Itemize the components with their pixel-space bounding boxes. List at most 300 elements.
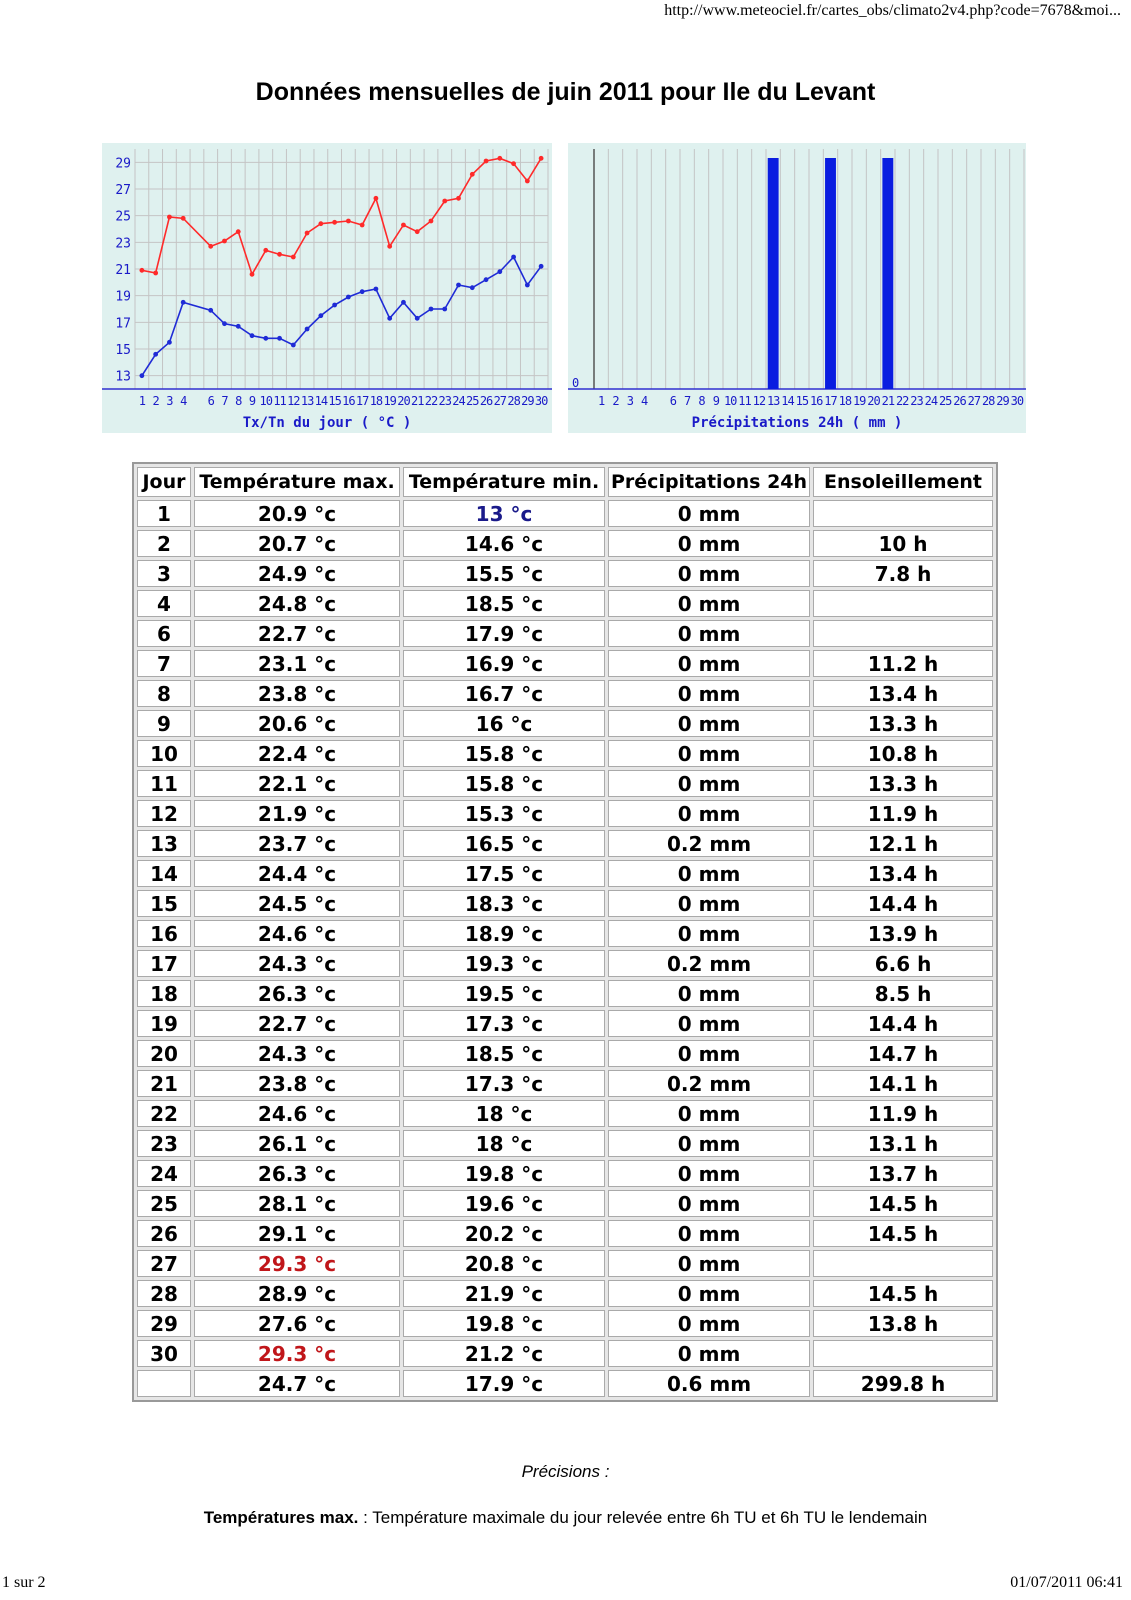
tmin-data-point (167, 340, 172, 345)
cell-jour: 2 (137, 530, 191, 557)
cell-precip: 0.2 mm (608, 830, 810, 857)
x-tick-label: 22 (895, 394, 909, 408)
y-tick-label: 13 (115, 369, 131, 385)
cell-tmin: 15.3 °c (403, 800, 605, 827)
tmin-data-point (346, 295, 351, 300)
cell-precip: 0 mm (608, 1280, 810, 1307)
tmin-data-point (222, 321, 227, 326)
x-tick-label: 27 (967, 394, 981, 408)
x-tick-label: 8 (235, 394, 242, 408)
x-tick-label: 11 (273, 394, 286, 408)
table-row (137, 860, 993, 887)
y-tick-label: 29 (115, 156, 131, 172)
table-row (137, 710, 993, 737)
cell-tmin: 13 °c (403, 500, 605, 527)
cell-jour: 29 (137, 1310, 191, 1337)
cell-tmax: 24.6 °c (194, 920, 400, 947)
x-tick-label: 19 (383, 394, 396, 408)
tmin-data-point (415, 316, 420, 321)
cell-tmax: 24.6 °c (194, 1100, 400, 1127)
x-tick-label: 30 (1010, 394, 1024, 408)
tmax-data-point (539, 156, 544, 161)
tmax-data-point (429, 219, 434, 224)
x-tick-label: 9 (712, 394, 719, 408)
tmax-data-point (525, 179, 530, 184)
summary-cell-tmax: 24.7 °c (194, 1370, 400, 1397)
cell-tmax: 28.1 °c (194, 1190, 400, 1217)
tmin-data-point (236, 324, 241, 329)
cell-jour: 21 (137, 1070, 191, 1097)
cell-sunshine: 14.4 h (813, 1010, 993, 1037)
table-row (137, 1100, 993, 1127)
tmin-data-point (429, 307, 434, 312)
cell-tmin: 17.3 °c (403, 1070, 605, 1097)
cell-jour: 16 (137, 920, 191, 947)
cell-precip: 0 mm (608, 1250, 810, 1277)
cell-tmax: 29.3 °c (194, 1250, 400, 1277)
cell-tmax: 23.8 °c (194, 680, 400, 707)
tmax-data-point (208, 244, 213, 249)
x-tick-label: 10 (723, 394, 737, 408)
table-row (137, 650, 993, 677)
tmax-data-point (222, 239, 227, 244)
table-row (137, 1160, 993, 1187)
x-tick-label: 18 (838, 394, 852, 408)
cell-sunshine: 13.4 h (813, 680, 993, 707)
cell-sunshine: 10 h (813, 530, 993, 557)
cell-tmin: 18.5 °c (403, 590, 605, 617)
x-tick-label: 24 (452, 394, 465, 408)
cell-jour: 27 (137, 1250, 191, 1277)
table-row (137, 1190, 993, 1217)
table-row (137, 1010, 993, 1037)
cell-tmax: 22.7 °c (194, 1010, 400, 1037)
cell-jour: 11 (137, 770, 191, 797)
tmin-data-point (470, 285, 475, 290)
tmin-data-point (250, 333, 255, 338)
y-tick-label: 19 (115, 289, 131, 305)
x-tick-label: 25 (938, 394, 952, 408)
temperature-chart-xlabel: Tx/Tn du jour ( °C ) (242, 415, 412, 431)
x-tick-label: 15 (328, 394, 341, 408)
cell-tmin: 15.5 °c (403, 560, 605, 587)
table-row (137, 1040, 993, 1067)
summary-cell-precip: 0.6 mm (608, 1370, 810, 1397)
cell-tmin: 17.3 °c (403, 1010, 605, 1037)
tmin-data-point (305, 327, 310, 332)
cell-tmax: 24.5 °c (194, 890, 400, 917)
tmax-data-point (497, 156, 502, 161)
cell-tmin: 18 °c (403, 1100, 605, 1127)
cell-precip: 0 mm (608, 1160, 810, 1187)
precipitation-chart-xlabel: Précipitations 24h ( mm ) (691, 415, 903, 431)
definition-text: : Température maximale du jour relevée entre 6h TU et 6h TU le lendemain (358, 1508, 928, 1527)
tmin-data-point (401, 300, 406, 305)
cell-precip: 0 mm (608, 680, 810, 707)
table-row (137, 830, 993, 857)
cell-sunshine: 13.3 h (813, 710, 993, 737)
cell-precip: 0 mm (608, 800, 810, 827)
cell-tmax: 24.3 °c (194, 1040, 400, 1067)
cell-tmax: 28.9 °c (194, 1280, 400, 1307)
definition-term: Températures max. (203, 1508, 359, 1527)
tmin-data-point (208, 308, 213, 313)
x-tick-label: 1 (138, 394, 146, 408)
x-tick-label: 23 (438, 394, 451, 408)
tmax-data-point (401, 223, 406, 228)
cell-tmin: 14.6 °c (403, 530, 605, 557)
x-tick-label: 20 (397, 394, 410, 408)
tmax-data-point (360, 223, 365, 228)
tmax-data-point (305, 231, 310, 236)
cell-tmin: 21.2 °c (403, 1340, 605, 1367)
x-tick-label: 9 (248, 394, 256, 408)
x-tick-label: 14 (314, 394, 328, 408)
cell-precip: 0 mm (608, 980, 810, 1007)
cell-precip: 0 mm (608, 770, 810, 797)
cell-tmin: 15.8 °c (403, 740, 605, 767)
tmin-data-point (525, 283, 530, 288)
cell-sunshine (813, 500, 993, 527)
x-tick-label: 8 (698, 394, 705, 408)
x-tick-label: 17 (824, 394, 837, 408)
monthly-data-table (132, 462, 998, 1402)
x-tick-label: 13 (766, 394, 780, 408)
tmin-data-point (539, 264, 544, 269)
x-tick-label: 6 (669, 394, 676, 408)
cell-precip: 0 mm (608, 650, 810, 677)
table-row (137, 770, 993, 797)
cell-jour: 4 (137, 590, 191, 617)
cell-tmin: 15.8 °c (403, 770, 605, 797)
page-title: Données mensuelles de juin 2011 pour Ile du Levant (255, 78, 876, 106)
x-tick-label: 15 (795, 394, 809, 408)
cell-sunshine: 13.4 h (813, 860, 993, 887)
cell-tmin: 17.5 °c (403, 860, 605, 887)
cell-jour: 7 (137, 650, 191, 677)
cell-sunshine (813, 590, 993, 617)
table-row (137, 620, 993, 647)
table-summary-row (137, 1370, 993, 1397)
temperature-chart (102, 143, 552, 433)
x-tick-label: 22 (424, 394, 438, 408)
x-tick-label: 2 (612, 394, 619, 408)
cell-jour: 10 (137, 740, 191, 767)
cell-jour: 3 (137, 560, 191, 587)
cell-sunshine: 11.9 h (813, 800, 993, 827)
cell-tmin: 19.3 °c (403, 950, 605, 977)
cell-tmin: 18.5 °c (403, 1040, 605, 1067)
cell-tmax: 24.9 °c (194, 560, 400, 587)
tmax-data-point (250, 272, 255, 277)
tmax-data-point (236, 229, 241, 234)
cell-precip: 0 mm (608, 710, 810, 737)
x-tick-label: 6 (207, 394, 214, 408)
cell-jour: 9 (137, 710, 191, 737)
y-tick-label: 15 (115, 343, 131, 358)
tmax-data-point (263, 248, 268, 253)
page-number: 1 sur 2 (2, 1574, 46, 1591)
cell-tmin: 16.9 °c (403, 650, 605, 677)
cell-jour: 6 (137, 620, 191, 647)
cell-precip: 0.2 mm (608, 950, 810, 977)
header-precip: Précipitations 24h (608, 467, 810, 497)
cell-tmax: 29.1 °c (194, 1220, 400, 1247)
cell-jour: 8 (137, 680, 191, 707)
x-tick-label: 10 (259, 394, 273, 408)
x-tick-label: 26 (953, 394, 966, 408)
print-header-url: http://www.meteociel.fr/cartes_obs/climato2v4.php?code=7678&moi... (664, 2, 1121, 19)
cell-sunshine: 13.8 h (813, 1310, 993, 1337)
table-row (137, 1280, 993, 1307)
cell-jour: 25 (137, 1190, 191, 1217)
cell-jour: 12 (137, 800, 191, 827)
cell-sunshine: 7.8 h (813, 560, 993, 587)
table-row (137, 1340, 993, 1367)
cell-precip: 0 mm (608, 1010, 810, 1037)
cell-tmin: 16.5 °c (403, 830, 605, 857)
cell-tmin: 19.5 °c (403, 980, 605, 1007)
x-tick-label: 29 (996, 394, 1009, 408)
tmin-data-point (181, 300, 186, 305)
cell-tmin: 18.9 °c (403, 920, 605, 947)
tmin-data-point (374, 287, 379, 292)
x-tick-label: 1 (598, 394, 605, 408)
definition-note (0, 1508, 1131, 1528)
table-row (137, 1220, 993, 1247)
cell-precip: 0.2 mm (608, 1070, 810, 1097)
table-row (137, 890, 993, 917)
x-tick-label: 11 (738, 394, 751, 408)
cell-tmax: 23.7 °c (194, 830, 400, 857)
cell-tmax: 23.8 °c (194, 1070, 400, 1097)
tmin-data-point (360, 289, 365, 294)
x-tick-label: 4 (641, 394, 648, 408)
table-row (137, 1310, 993, 1337)
header-sunshine: Ensoleillement (813, 467, 993, 497)
x-tick-label: 19 (852, 394, 866, 408)
tmin-data-point (456, 283, 461, 288)
table-row (137, 590, 993, 617)
summary-cell-sunshine: 299.8 h (813, 1370, 993, 1397)
x-tick-label: 21 (410, 394, 424, 408)
precipitation-chart-svg (568, 143, 1026, 433)
cell-precip: 0 mm (608, 1340, 810, 1367)
x-tick-label: 21 (881, 394, 895, 408)
table-row (137, 980, 993, 1007)
x-tick-label: 17 (355, 394, 369, 408)
cell-sunshine: 14.7 h (813, 1040, 993, 1067)
cell-jour: 28 (137, 1280, 191, 1307)
cell-tmin: 19.8 °c (403, 1310, 605, 1337)
cell-sunshine: 12.1 h (813, 830, 993, 857)
cell-sunshine: 14.4 h (813, 890, 993, 917)
tmax-data-point (181, 216, 186, 221)
cell-tmin: 20.8 °c (403, 1250, 605, 1277)
cell-sunshine: 10.8 h (813, 740, 993, 767)
cell-jour: 14 (137, 860, 191, 887)
tmax-data-point (470, 172, 475, 177)
cell-tmax: 26.1 °c (194, 1130, 400, 1157)
tmin-data-point (139, 373, 144, 378)
cell-tmin: 18.3 °c (403, 890, 605, 917)
precipitation-bar (825, 158, 836, 389)
tmax-data-point (277, 252, 282, 257)
tmax-data-point (346, 219, 351, 224)
y-tick-label: 17 (115, 316, 131, 332)
cell-tmin: 16.7 °c (403, 680, 605, 707)
cell-sunshine: 14.1 h (813, 1070, 993, 1097)
cell-sunshine: 13.9 h (813, 920, 993, 947)
cell-precip: 0 mm (608, 860, 810, 887)
cell-jour: 17 (137, 950, 191, 977)
tmax-data-point (387, 244, 392, 249)
cell-jour: 15 (137, 890, 191, 917)
x-tick-label: 3 (166, 394, 173, 408)
cell-sunshine: 14.5 h (813, 1280, 993, 1307)
tmin-data-point (153, 352, 158, 357)
precipitation-bar (768, 158, 779, 389)
cell-tmax: 27.6 °c (194, 1310, 400, 1337)
table-row (137, 740, 993, 767)
tmax-data-point (318, 221, 323, 226)
tmax-data-point (456, 196, 461, 201)
cell-precip: 0 mm (608, 740, 810, 767)
x-tick-label: 29 (521, 394, 534, 408)
x-tick-label: 12 (752, 394, 766, 408)
cell-precip: 0 mm (608, 590, 810, 617)
x-tick-label: 26 (479, 394, 493, 408)
cell-jour: 22 (137, 1100, 191, 1127)
cell-tmax: 23.1 °c (194, 650, 400, 677)
cell-tmax: 22.4 °c (194, 740, 400, 767)
table-row (137, 800, 993, 827)
cell-sunshine: 8.5 h (813, 980, 993, 1007)
tmin-data-point (277, 336, 282, 341)
cell-tmax: 24.3 °c (194, 950, 400, 977)
tmin-data-point (318, 313, 323, 318)
table-row (137, 950, 993, 977)
tmax-data-point (153, 271, 158, 276)
cell-tmin: 17.9 °c (403, 620, 605, 647)
summary-cell-jour (137, 1370, 191, 1397)
cell-jour: 24 (137, 1160, 191, 1187)
tmax-data-point (139, 268, 144, 273)
x-tick-label: 7 (221, 394, 228, 408)
x-tick-label: 23 (910, 394, 923, 408)
tmax-data-point (442, 199, 447, 204)
cell-precip: 0 mm (608, 1100, 810, 1127)
x-tick-label: 13 (300, 394, 314, 408)
cell-precip: 0 mm (608, 530, 810, 557)
header-jour: Jour (137, 467, 191, 497)
x-tick-label: 7 (684, 394, 691, 408)
x-tick-label: 2 (152, 394, 159, 408)
table-body (137, 500, 993, 1397)
header-tmin: Température min. (403, 467, 605, 497)
table-row (137, 560, 993, 587)
tmin-data-point (511, 255, 516, 260)
cell-tmax: 22.7 °c (194, 620, 400, 647)
cell-tmin: 18 °c (403, 1130, 605, 1157)
cell-precip: 0 mm (608, 1220, 810, 1247)
cell-sunshine (813, 1250, 993, 1277)
cell-sunshine: 13.3 h (813, 770, 993, 797)
table-row (137, 1250, 993, 1277)
tmin-data-point (484, 277, 489, 282)
cell-sunshine: 13.1 h (813, 1130, 993, 1157)
tmax-data-point (167, 215, 172, 220)
y-tick-label: 23 (115, 236, 131, 252)
cell-precip: 0 mm (608, 890, 810, 917)
x-tick-label: 25 (466, 394, 479, 408)
cell-jour: 19 (137, 1010, 191, 1037)
cell-precip: 0 mm (608, 920, 810, 947)
cell-tmin: 16 °c (403, 710, 605, 737)
table-row (137, 920, 993, 947)
table-row (137, 680, 993, 707)
table-row (137, 1130, 993, 1157)
precisions-heading: Précisions : (521, 1462, 610, 1481)
temperature-chart-svg (102, 143, 552, 433)
tmax-data-point (415, 229, 420, 234)
tmax-data-point (332, 220, 337, 225)
y-tick-label: 21 (115, 263, 131, 278)
cell-tmax: 20.6 °c (194, 710, 400, 737)
cell-sunshine: 11.2 h (813, 650, 993, 677)
cell-tmin: 20.2 °c (403, 1220, 605, 1247)
cell-tmax: 22.1 °c (194, 770, 400, 797)
cell-tmax: 26.3 °c (194, 980, 400, 1007)
table-row (137, 530, 993, 557)
cell-jour: 18 (137, 980, 191, 1007)
x-tick-label: 12 (287, 394, 300, 408)
x-tick-label: 27 (493, 394, 507, 408)
table-row (137, 1070, 993, 1097)
print-datetime: 01/07/2011 06:41 (1010, 1574, 1123, 1591)
precipitation-bar (882, 158, 893, 389)
cell-sunshine (813, 1340, 993, 1367)
summary-cell-tmin: 17.9 °c (403, 1370, 605, 1397)
table-header-row (137, 467, 993, 497)
header-tmax: Température max. (194, 467, 400, 497)
tmin-data-point (497, 269, 502, 274)
cell-tmax: 24.8 °c (194, 590, 400, 617)
tmin-data-point (291, 343, 296, 348)
x-tick-label: 24 (924, 394, 938, 408)
tmin-data-point (263, 336, 268, 341)
cell-sunshine: 13.7 h (813, 1160, 993, 1187)
tmax-data-point (511, 161, 516, 166)
cell-precip: 0 mm (608, 1130, 810, 1157)
cell-tmax: 20.7 °c (194, 530, 400, 557)
cell-precip: 0 mm (608, 1190, 810, 1217)
x-tick-label: 14 (781, 394, 794, 408)
cell-precip: 0 mm (608, 1040, 810, 1067)
cell-tmax: 21.9 °c (194, 800, 400, 827)
x-tick-label: 28 (507, 394, 520, 408)
tmax-data-point (484, 159, 489, 164)
cell-precip: 0 mm (608, 500, 810, 527)
x-tick-label: 28 (981, 394, 995, 408)
cell-precip: 0 mm (608, 1310, 810, 1337)
y-origin-label: 0 (572, 376, 580, 390)
table-row (137, 500, 993, 527)
x-tick-label: 4 (180, 394, 187, 408)
cell-precip: 0 mm (608, 560, 810, 587)
y-tick-label: 25 (115, 209, 131, 225)
cell-tmin: 21.9 °c (403, 1280, 605, 1307)
